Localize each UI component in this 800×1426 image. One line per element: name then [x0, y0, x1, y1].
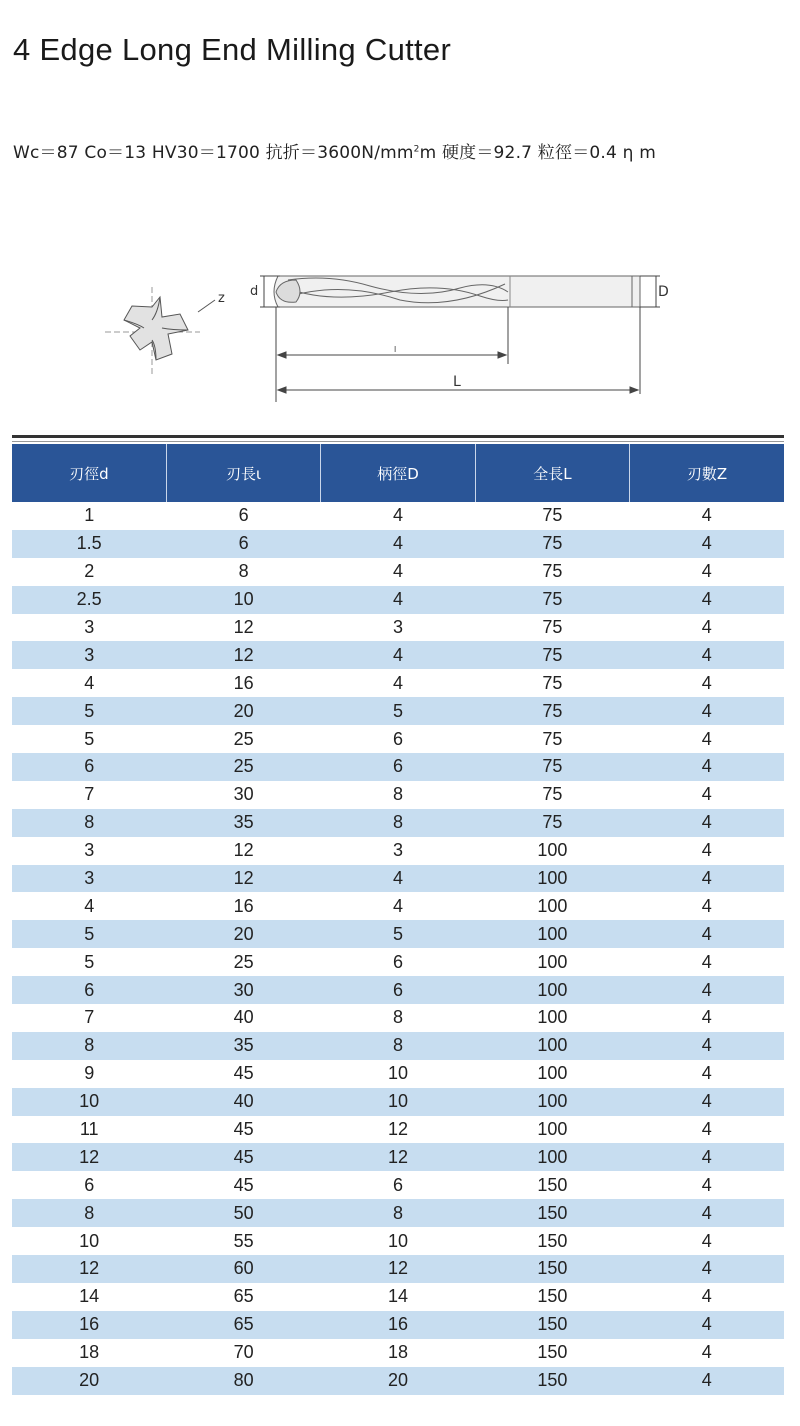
table-cell: 4	[701, 505, 712, 526]
table-cell: 25	[233, 951, 254, 972]
table-cell: 18	[387, 1342, 408, 1363]
table-row	[12, 1171, 784, 1199]
table-cell: 3	[392, 617, 403, 637]
label-d: d	[250, 284, 259, 299]
table-cell: 4	[630, 1311, 784, 1339]
table-cell: 18	[79, 1342, 100, 1363]
table-cell: 12	[12, 1143, 166, 1171]
table-row	[12, 669, 784, 697]
table-cell: 2	[84, 561, 95, 582]
table-row	[12, 586, 784, 614]
table-cell: 8	[321, 1199, 475, 1227]
table-cell: 4	[701, 617, 712, 637]
material-spec-line	[13, 138, 656, 163]
spec-text-tail: m 硬度＝92.7 粒徑＝0.4 η m	[419, 143, 656, 163]
table-row	[12, 502, 784, 530]
table-cell: 5	[12, 920, 166, 948]
table-row	[12, 1116, 784, 1144]
table-row	[12, 1283, 784, 1311]
table-cell: 20	[321, 1367, 475, 1395]
table-cell: 8	[321, 809, 475, 837]
table-cell: 150	[475, 1199, 629, 1227]
table-cell: 12	[233, 840, 254, 861]
table-cell: 2.5	[12, 586, 166, 614]
table-cell: 3	[392, 840, 403, 861]
table-cell: 9	[84, 1063, 95, 1084]
label-l: l	[394, 345, 397, 354]
table-cell: 4	[84, 672, 95, 693]
table-row	[12, 809, 784, 837]
table-row	[12, 1311, 784, 1339]
table-cell: 4	[701, 561, 712, 582]
table-cell: 75	[542, 561, 563, 582]
table-cell: 10	[12, 1088, 166, 1116]
table-cell: 4	[701, 895, 712, 916]
table-cell: 4	[630, 865, 784, 893]
table-row	[12, 948, 784, 976]
table-cell: 1	[84, 505, 95, 526]
table-cell: 12	[233, 617, 254, 637]
table-cell: 16	[12, 1311, 166, 1339]
table-cell: 150	[537, 1342, 568, 1363]
table-cell: 12	[321, 1143, 475, 1171]
table-cell: 30	[166, 976, 320, 1004]
table-cell: 75	[475, 530, 629, 558]
table-cell: 4	[701, 1230, 712, 1251]
page-title: 4 Edge Long End Milling Cutter	[13, 32, 452, 67]
table-cell: 60	[166, 1255, 320, 1283]
table-cell: 6	[84, 1174, 95, 1195]
table-cell: 3	[84, 840, 95, 861]
table-cell: 4	[630, 697, 784, 725]
table-cell: 6	[392, 1174, 403, 1195]
table-row	[12, 837, 784, 865]
table-cell: 1.5	[12, 530, 166, 558]
table-cell: 75	[475, 641, 629, 669]
specification-table	[12, 444, 784, 1395]
table-cell: 3	[12, 641, 166, 669]
table-cell: 30	[233, 784, 254, 805]
table-cell: 4	[630, 641, 784, 669]
label-L: L	[453, 374, 461, 390]
table-cell: 70	[233, 1342, 254, 1363]
table-cell: 50	[166, 1199, 320, 1227]
table-cell: 4	[701, 1286, 712, 1307]
label-D: D	[658, 284, 669, 300]
table-row	[12, 920, 784, 948]
table-cell: 12	[321, 1255, 475, 1283]
table-cell: 12	[166, 641, 320, 669]
table-row	[12, 976, 784, 1004]
table-row	[12, 1367, 784, 1395]
table-cell: 5	[84, 951, 95, 972]
table-cell: 35	[166, 1032, 320, 1060]
table-row	[12, 1199, 784, 1227]
header-cell: 柄徑D	[321, 444, 475, 502]
table-cell: 16	[233, 672, 254, 693]
table-cell: 8	[12, 1199, 166, 1227]
table-cell: 4	[701, 672, 712, 693]
table-cell: 5	[321, 697, 475, 725]
header-cell: 刃徑d	[12, 444, 166, 502]
table-cell: 7	[84, 1007, 95, 1028]
table-cell: 7	[84, 784, 95, 805]
table-cell: 45	[233, 1174, 254, 1195]
table-cell: 4	[630, 1199, 784, 1227]
table-cell: 25	[166, 753, 320, 781]
table-row	[12, 530, 784, 558]
table-row	[12, 558, 784, 586]
table-cell: 10	[387, 1230, 408, 1251]
table-cell: 4	[630, 1032, 784, 1060]
table-cell: 10	[79, 1230, 100, 1251]
table-cell: 4	[630, 1255, 784, 1283]
header-cell: 刃數Z	[630, 444, 784, 502]
table-cell: 100	[537, 1063, 568, 1084]
table-cell: 4	[392, 561, 403, 582]
table-cell: 150	[537, 1174, 568, 1195]
table-cell: 4	[630, 530, 784, 558]
cutter-side-view	[274, 276, 640, 307]
table-cell: 150	[475, 1311, 629, 1339]
table-row	[12, 1060, 784, 1088]
table-cell: 12	[166, 865, 320, 893]
table-row	[12, 753, 784, 781]
table-cell: 75	[542, 672, 563, 693]
header-cell: 刃長ι	[166, 444, 320, 502]
table-cell: 8	[12, 809, 166, 837]
table-cell: 100	[537, 1007, 568, 1028]
table-cell: 75	[542, 505, 563, 526]
table-cell: 4	[701, 784, 712, 805]
table-cell: 4	[321, 641, 475, 669]
table-row	[12, 1255, 784, 1283]
table-cell: 6	[238, 505, 249, 526]
table-cell: 4	[701, 1342, 712, 1363]
table-row	[12, 1227, 784, 1255]
table-cell: 100	[537, 895, 568, 916]
end-view-icon	[105, 287, 215, 374]
table-cell: 6	[12, 976, 166, 1004]
table-cell: 10	[166, 586, 320, 614]
table-cell: 12	[12, 1255, 166, 1283]
table-cell: 4	[630, 1367, 784, 1395]
table-cell: 75	[475, 697, 629, 725]
table-row	[12, 1004, 784, 1032]
table-cell: 100	[537, 1119, 568, 1140]
table-cell: 65	[166, 1311, 320, 1339]
table-cell: 10	[387, 1063, 408, 1084]
table-cell: 45	[166, 1143, 320, 1171]
table-cell: 14	[387, 1286, 408, 1307]
table-cell: 40	[166, 1088, 320, 1116]
table-row	[12, 725, 784, 753]
table-cell: 40	[233, 1007, 254, 1028]
table-cell: 6	[392, 728, 403, 749]
table-cell: 8	[238, 561, 249, 582]
table-cell: 55	[233, 1230, 254, 1251]
table-row	[12, 1339, 784, 1367]
table-cell: 3	[12, 865, 166, 893]
table-cell: 150	[475, 1255, 629, 1283]
table-cell: 4	[630, 920, 784, 948]
table-cell: 45	[233, 1119, 254, 1140]
table-cell: 6	[12, 753, 166, 781]
table-cell: 100	[475, 1088, 629, 1116]
table-cell: 75	[475, 753, 629, 781]
table-cell: 6	[166, 530, 320, 558]
table-cell: 100	[475, 976, 629, 1004]
table-cell: 4	[630, 976, 784, 1004]
table-cell: 4	[630, 809, 784, 837]
table-row	[12, 865, 784, 893]
table-row	[12, 1088, 784, 1116]
table-cell: 75	[542, 728, 563, 749]
table-body	[12, 502, 784, 1395]
table-cell: 4	[701, 1174, 712, 1195]
table-cell: 100	[537, 840, 568, 861]
table-cell: 8	[321, 1032, 475, 1060]
table-row	[12, 892, 784, 920]
table-header	[12, 444, 784, 502]
header-cell: 全長L	[475, 444, 629, 502]
table-row	[12, 781, 784, 809]
table-cell: 4	[392, 505, 403, 526]
spec-text: Wc＝87 Co＝13 HV30＝1700 抗折＝3600N/mm	[13, 143, 414, 163]
table-row	[12, 697, 784, 725]
table-cell: 4	[701, 1063, 712, 1084]
table-cell: 20	[12, 1367, 166, 1395]
table-cell: 65	[233, 1286, 254, 1307]
divider-rule-thin	[12, 441, 784, 442]
table-cell: 8	[392, 784, 403, 805]
table-cell: 150	[537, 1286, 568, 1307]
header-row	[12, 444, 784, 502]
table-cell: 14	[79, 1286, 100, 1307]
table-cell: 150	[475, 1367, 629, 1395]
table-cell: 6	[321, 976, 475, 1004]
table-cell: 4	[321, 865, 475, 893]
table-cell: 12	[387, 1119, 408, 1140]
table-cell: 4	[701, 1007, 712, 1028]
table-cell: 4	[630, 753, 784, 781]
label-z: z	[218, 291, 225, 306]
table-row	[12, 1032, 784, 1060]
table-cell: 4	[701, 951, 712, 972]
table-cell: 4	[701, 1119, 712, 1140]
table-row	[12, 641, 784, 669]
table-cell: 100	[475, 920, 629, 948]
table-cell: 4	[392, 895, 403, 916]
table-cell: 4	[84, 895, 95, 916]
table-cell: 20	[166, 697, 320, 725]
table-row	[12, 614, 784, 642]
table-cell: 10	[321, 1088, 475, 1116]
table-cell: 100	[475, 1143, 629, 1171]
table-cell: 75	[542, 784, 563, 805]
table-cell: 11	[79, 1119, 99, 1140]
table-cell: 150	[537, 1230, 568, 1251]
table-cell: 8	[12, 1032, 166, 1060]
table-cell: 80	[166, 1367, 320, 1395]
table-cell: 6	[321, 753, 475, 781]
cutter-technical-drawing	[100, 262, 680, 407]
table-cell: 8	[392, 1007, 403, 1028]
table-cell: 4	[701, 728, 712, 749]
spec-superscript: 2	[413, 144, 420, 155]
table-cell: 5	[84, 728, 95, 749]
table-cell: 4	[701, 840, 712, 861]
table-cell: 4	[392, 672, 403, 693]
table-cell: 25	[233, 728, 254, 749]
table-cell: 4	[630, 1088, 784, 1116]
table-cell: 75	[475, 586, 629, 614]
table-cell: 4	[630, 1143, 784, 1171]
divider-rule	[12, 435, 784, 438]
table-cell: 3	[84, 617, 95, 637]
table-cell: 4	[630, 586, 784, 614]
table-cell: 35	[166, 809, 320, 837]
table-cell: 5	[321, 920, 475, 948]
table-cell: 4	[321, 530, 475, 558]
table-cell: 16	[321, 1311, 475, 1339]
table-cell: 4	[321, 586, 475, 614]
table-cell: 16	[233, 895, 254, 916]
table-cell: 100	[475, 865, 629, 893]
table-cell: 100	[475, 1032, 629, 1060]
table-cell: 100	[537, 951, 568, 972]
table-cell: 5	[12, 697, 166, 725]
table-row	[12, 1143, 784, 1171]
table-cell: 75	[475, 809, 629, 837]
table-cell: 75	[542, 617, 563, 637]
table-cell: 6	[392, 951, 403, 972]
table-cell: 20	[166, 920, 320, 948]
table-cell: 45	[233, 1063, 254, 1084]
